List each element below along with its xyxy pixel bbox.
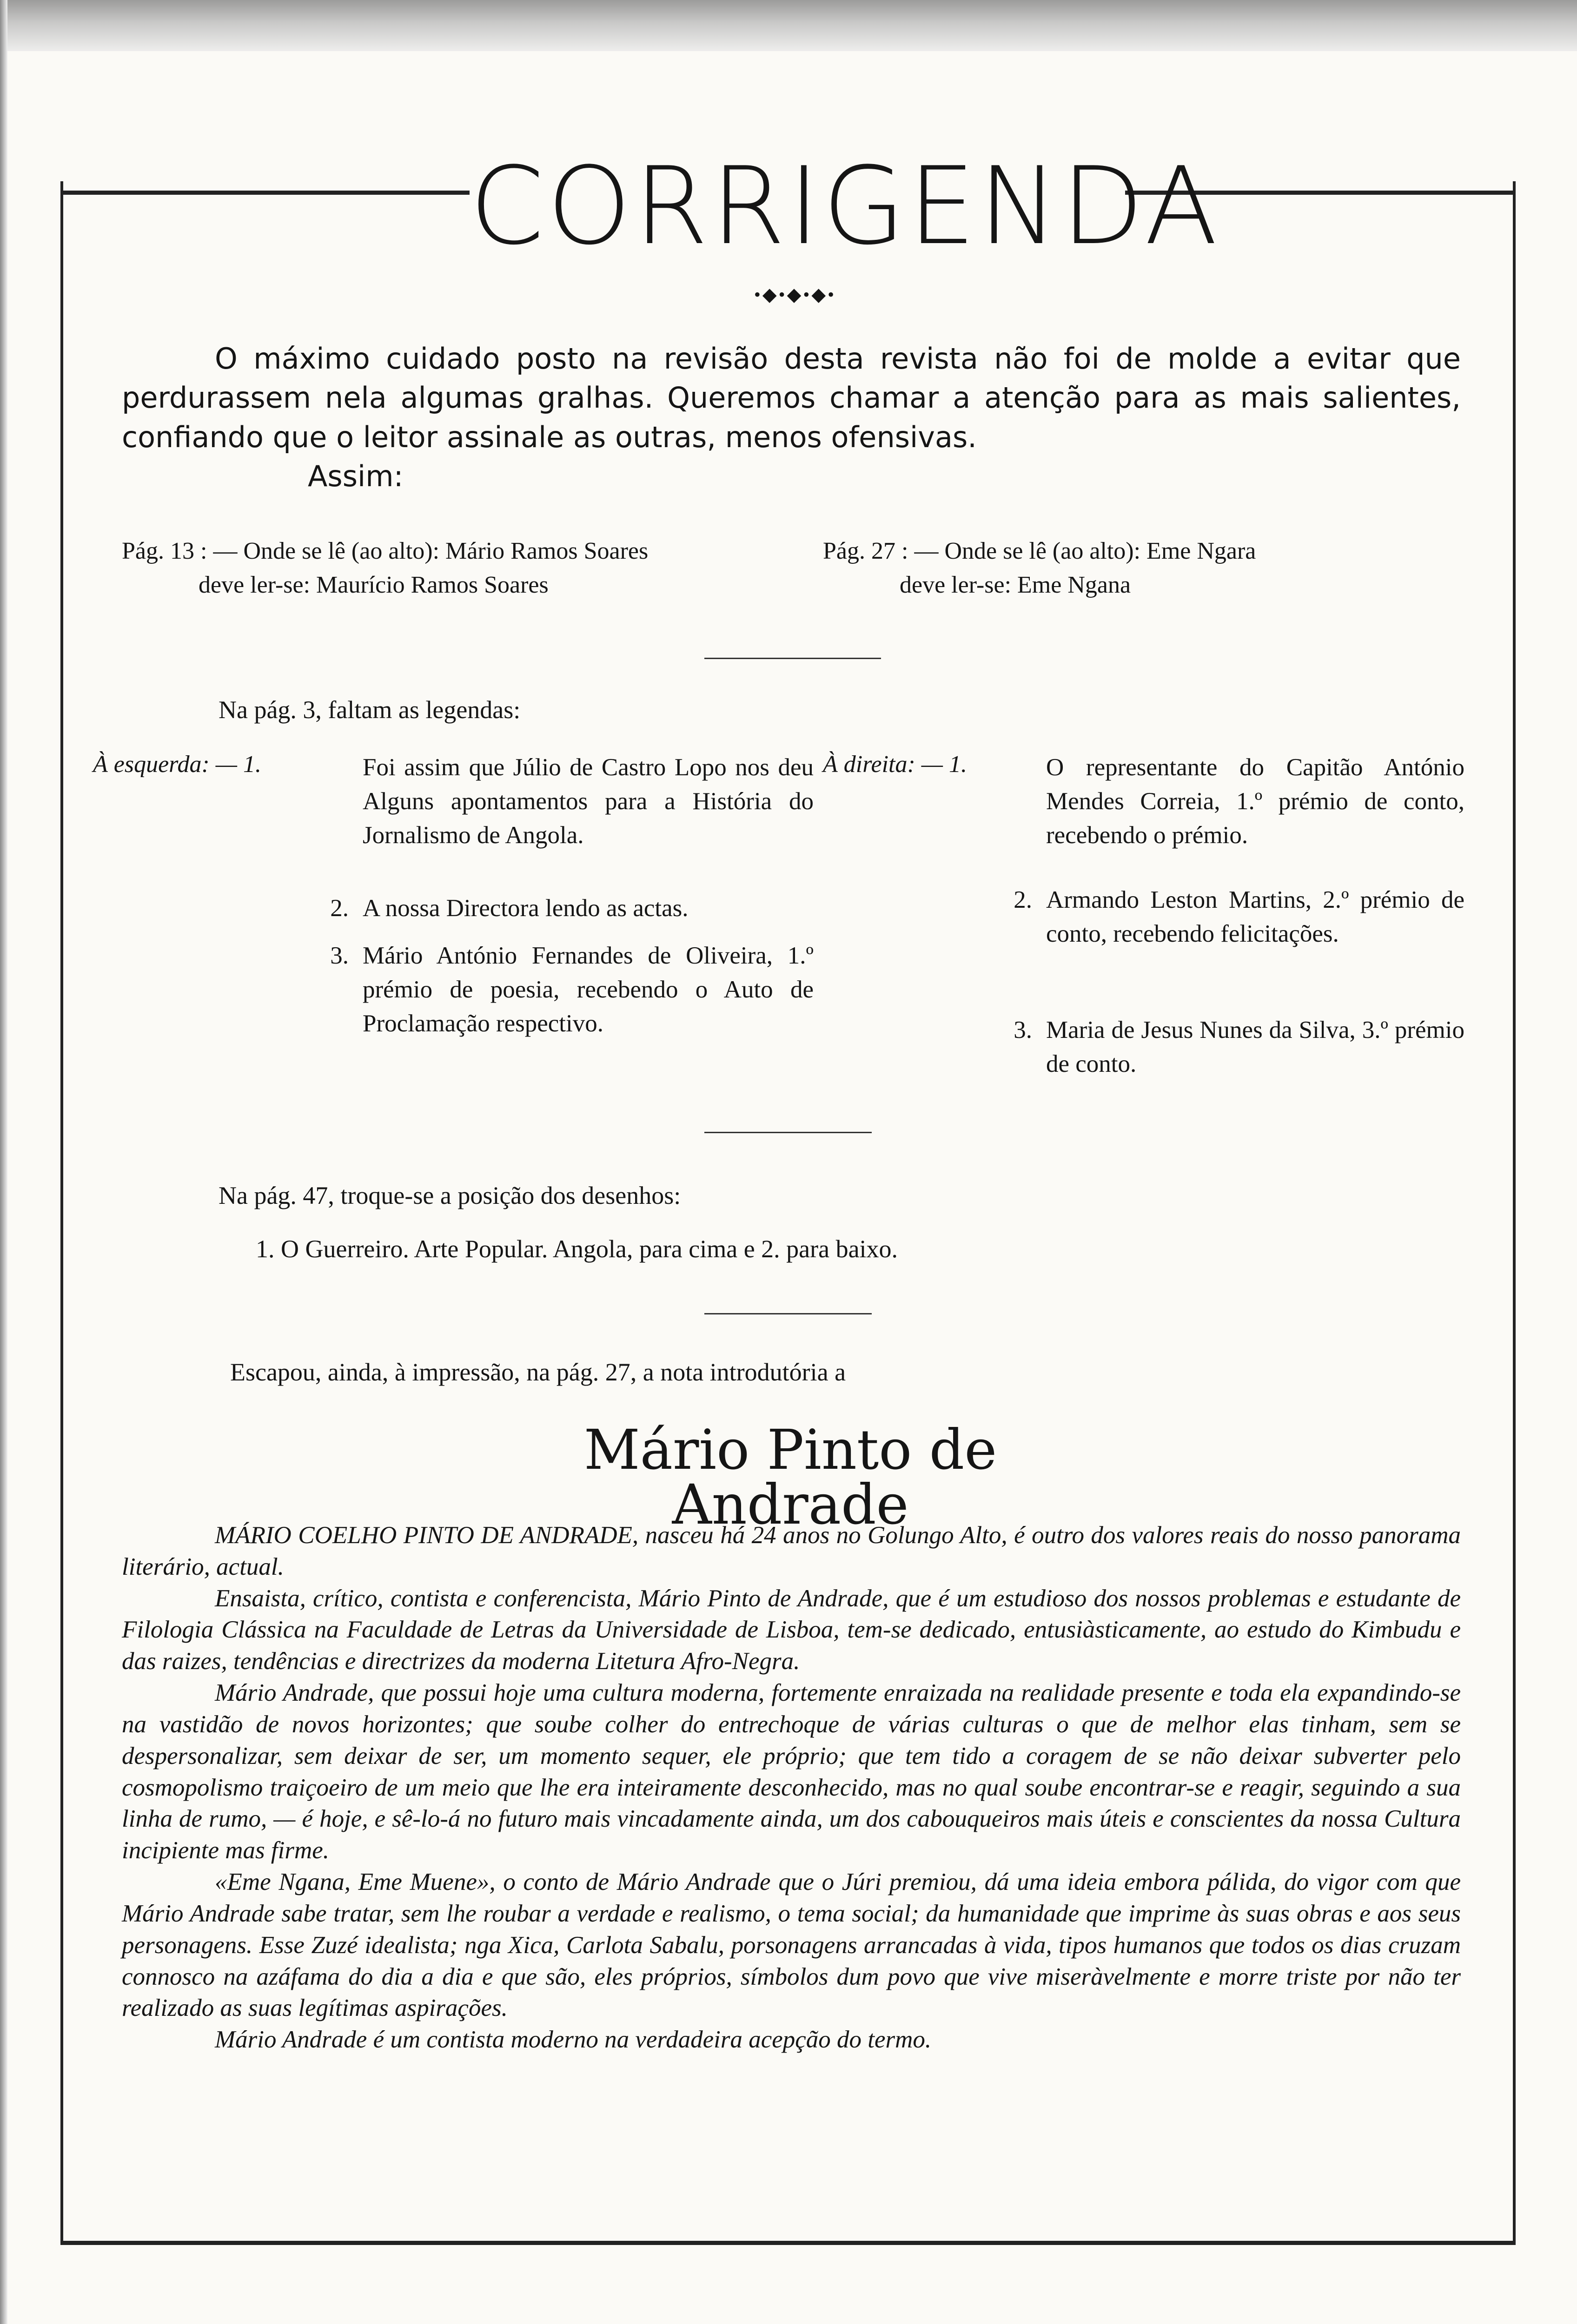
right-legend-item [990, 883, 1483, 990]
legend-number: 3. [330, 942, 349, 969]
article-title: Mário Pinto de Andrade [583, 1418, 997, 1537]
intro-paragraph: O máximo cuidado posto na revisão desta revista não foi de molde a evitar que perdurassem nela algumas gralhas. Queremos chamar a atenção para as mais salientes, confiando que o leitor assinale as outras, menos ofensivas. [122, 342, 1461, 454]
right-legend-item [990, 751, 1483, 858]
article-paragraph: MÁRIO COELHO PINTO DE ANDRADE, nasceu há 24 anos no Golungo Alto, é outro dos valores reais do nosso panorama literário, actual. [122, 1522, 1461, 1580]
article-paragraph: «Eme Ngana, Eme Muene», o conto de Mário Andrade que o Júri premiou, dá uma ideia embora pálida, do vigor com que Mário Andrade sabe tratar, sem lhe roubar a verdade e realismo, o tema social; da humanidade que imprime às suas obras e aos seus personagens. Esse Zuzé idealista; nga Xica, Carlota Sabalu, porsonagens arrancadas à vida, tipos humanos que todos os dias cruzam connosco na azáfama do dia a dia e que são, eles próprios, símbolos dum povo que vive miseràvelmente e morre triste por não ter realizado as suas legítimas aspirações. [122, 1868, 1461, 2022]
page-title: CORRIGENDA [470, 145, 1221, 269]
left-legend-item [307, 891, 818, 929]
article-body [122, 1520, 1461, 2056]
left-legend-item [307, 939, 818, 1069]
legend-number: 2. [1014, 886, 1032, 913]
legendas-intro: Na pág. 3, faltam as legendas: [219, 696, 521, 724]
legend-text: Maria de Jesus Nunes da Silva, 3.º prémio de conto. [1046, 1017, 1464, 1078]
intro-assim: Assim: [308, 459, 404, 493]
nota-introdutoria: Escapou, ainda, à impressão, na pág. 27, a nota introdutória a [230, 1358, 846, 1386]
legend-text: Armando Leston Martins, 2.º prémio de conto, recebendo felicitações. [1046, 886, 1464, 948]
divider-rule [704, 1132, 872, 1133]
page-border-top-left [60, 191, 470, 195]
right-column-label-text: À direita: — 1. [823, 751, 967, 778]
erratum-line: Pág. 13 : — Onde se lê (ao alto): Mário Ramos Soares [122, 538, 649, 564]
desenhos-instruction: 1. O Guerreiro. Arte Popular. Angola, para cima e 2. para baixo. [256, 1235, 898, 1263]
desenhos-intro: Na pág. 47, troque-se a posição dos desenhos: [219, 1182, 681, 1209]
legend-text: Mário António Fernandes de Oliveira, 1.º prémio de poesia, recebendo o Auto de Proclamação respectivo. [363, 942, 814, 1037]
erratum-page-27 [823, 535, 1474, 602]
erratum-correction: deve ler-se: Eme Ngana [900, 571, 1131, 598]
divider-rule [704, 1313, 872, 1314]
left-column-label-text: À esquerda: — 1. [93, 751, 262, 778]
divider-rule [704, 658, 881, 659]
legend-text: Foi assim que Júlio de Castro Lopo nos deu Alguns apontamentos para a História do Jornalismo de Angola. [363, 754, 814, 849]
legend-text: O representante do Capitão António Mendes Correia, 1.º prémio de conto, recebendo o prémio. [1046, 754, 1464, 849]
left-legend-item [307, 751, 818, 881]
article-paragraph: Ensaista, crítico, contista e conferencista, Mário Pinto de Andrade, que é um estudioso dos nossos problemas e estudante de Filologia Clássica na Faculdade de Letras da Universidade de Lisboa, tem-se dedicado, entusiàsticamente, ao estudo do Kimbudu e das raizes, tendências e directrizes da moderna Litetura Afro-Negra. [122, 1585, 1461, 1675]
erratum-correction: deve ler-se: Maurício Ramos Soares [199, 571, 549, 598]
erratum-page-13 [122, 535, 819, 602]
legend-text: A nossa Directora lendo as actas. [363, 895, 689, 922]
right-legend-item [990, 1013, 1483, 1088]
erratum-line: Pág. 27 : — Onde se lê (ao alto): Eme Ngara [823, 538, 1256, 564]
legend-number: 3. [1014, 1017, 1032, 1043]
title-ornament: •◆•◆•◆• [754, 284, 836, 305]
scan-left-edge [0, 0, 7, 2324]
article-paragraph: Mário Andrade é um contista moderno na verdadeira acepção do termo. [215, 2026, 932, 2053]
intro-block [122, 339, 1461, 496]
scan-top-edge [0, 0, 1577, 51]
article-paragraph: Mário Andrade, que possui hoje uma cultura moderna, fortemente enraizada na realidade presente e toda ela expandindo-se na vastidão de novos horizontes; que soube colher do entrechoque de várias culturas o que de melhor elas tinham, sem se despersonalizar, sem deixar de ser, um momento sequer, ele próprio; que tem tido a coragem de se não deixar subverter pelo cosmopolismo traiçoeiro de um meio que lhe era inteiramente desconhecido, mas no qual soube encontrar-se e reagir, seguindo a sua linha de rumo, — é hoje, e sê-lo-á no futuro mais vincadamente ainda, um dos cabouqueiros mais úteis e conscientes da nossa Cultura incipiente mas firme. [122, 1679, 1461, 1864]
legend-number: 2. [330, 895, 349, 922]
